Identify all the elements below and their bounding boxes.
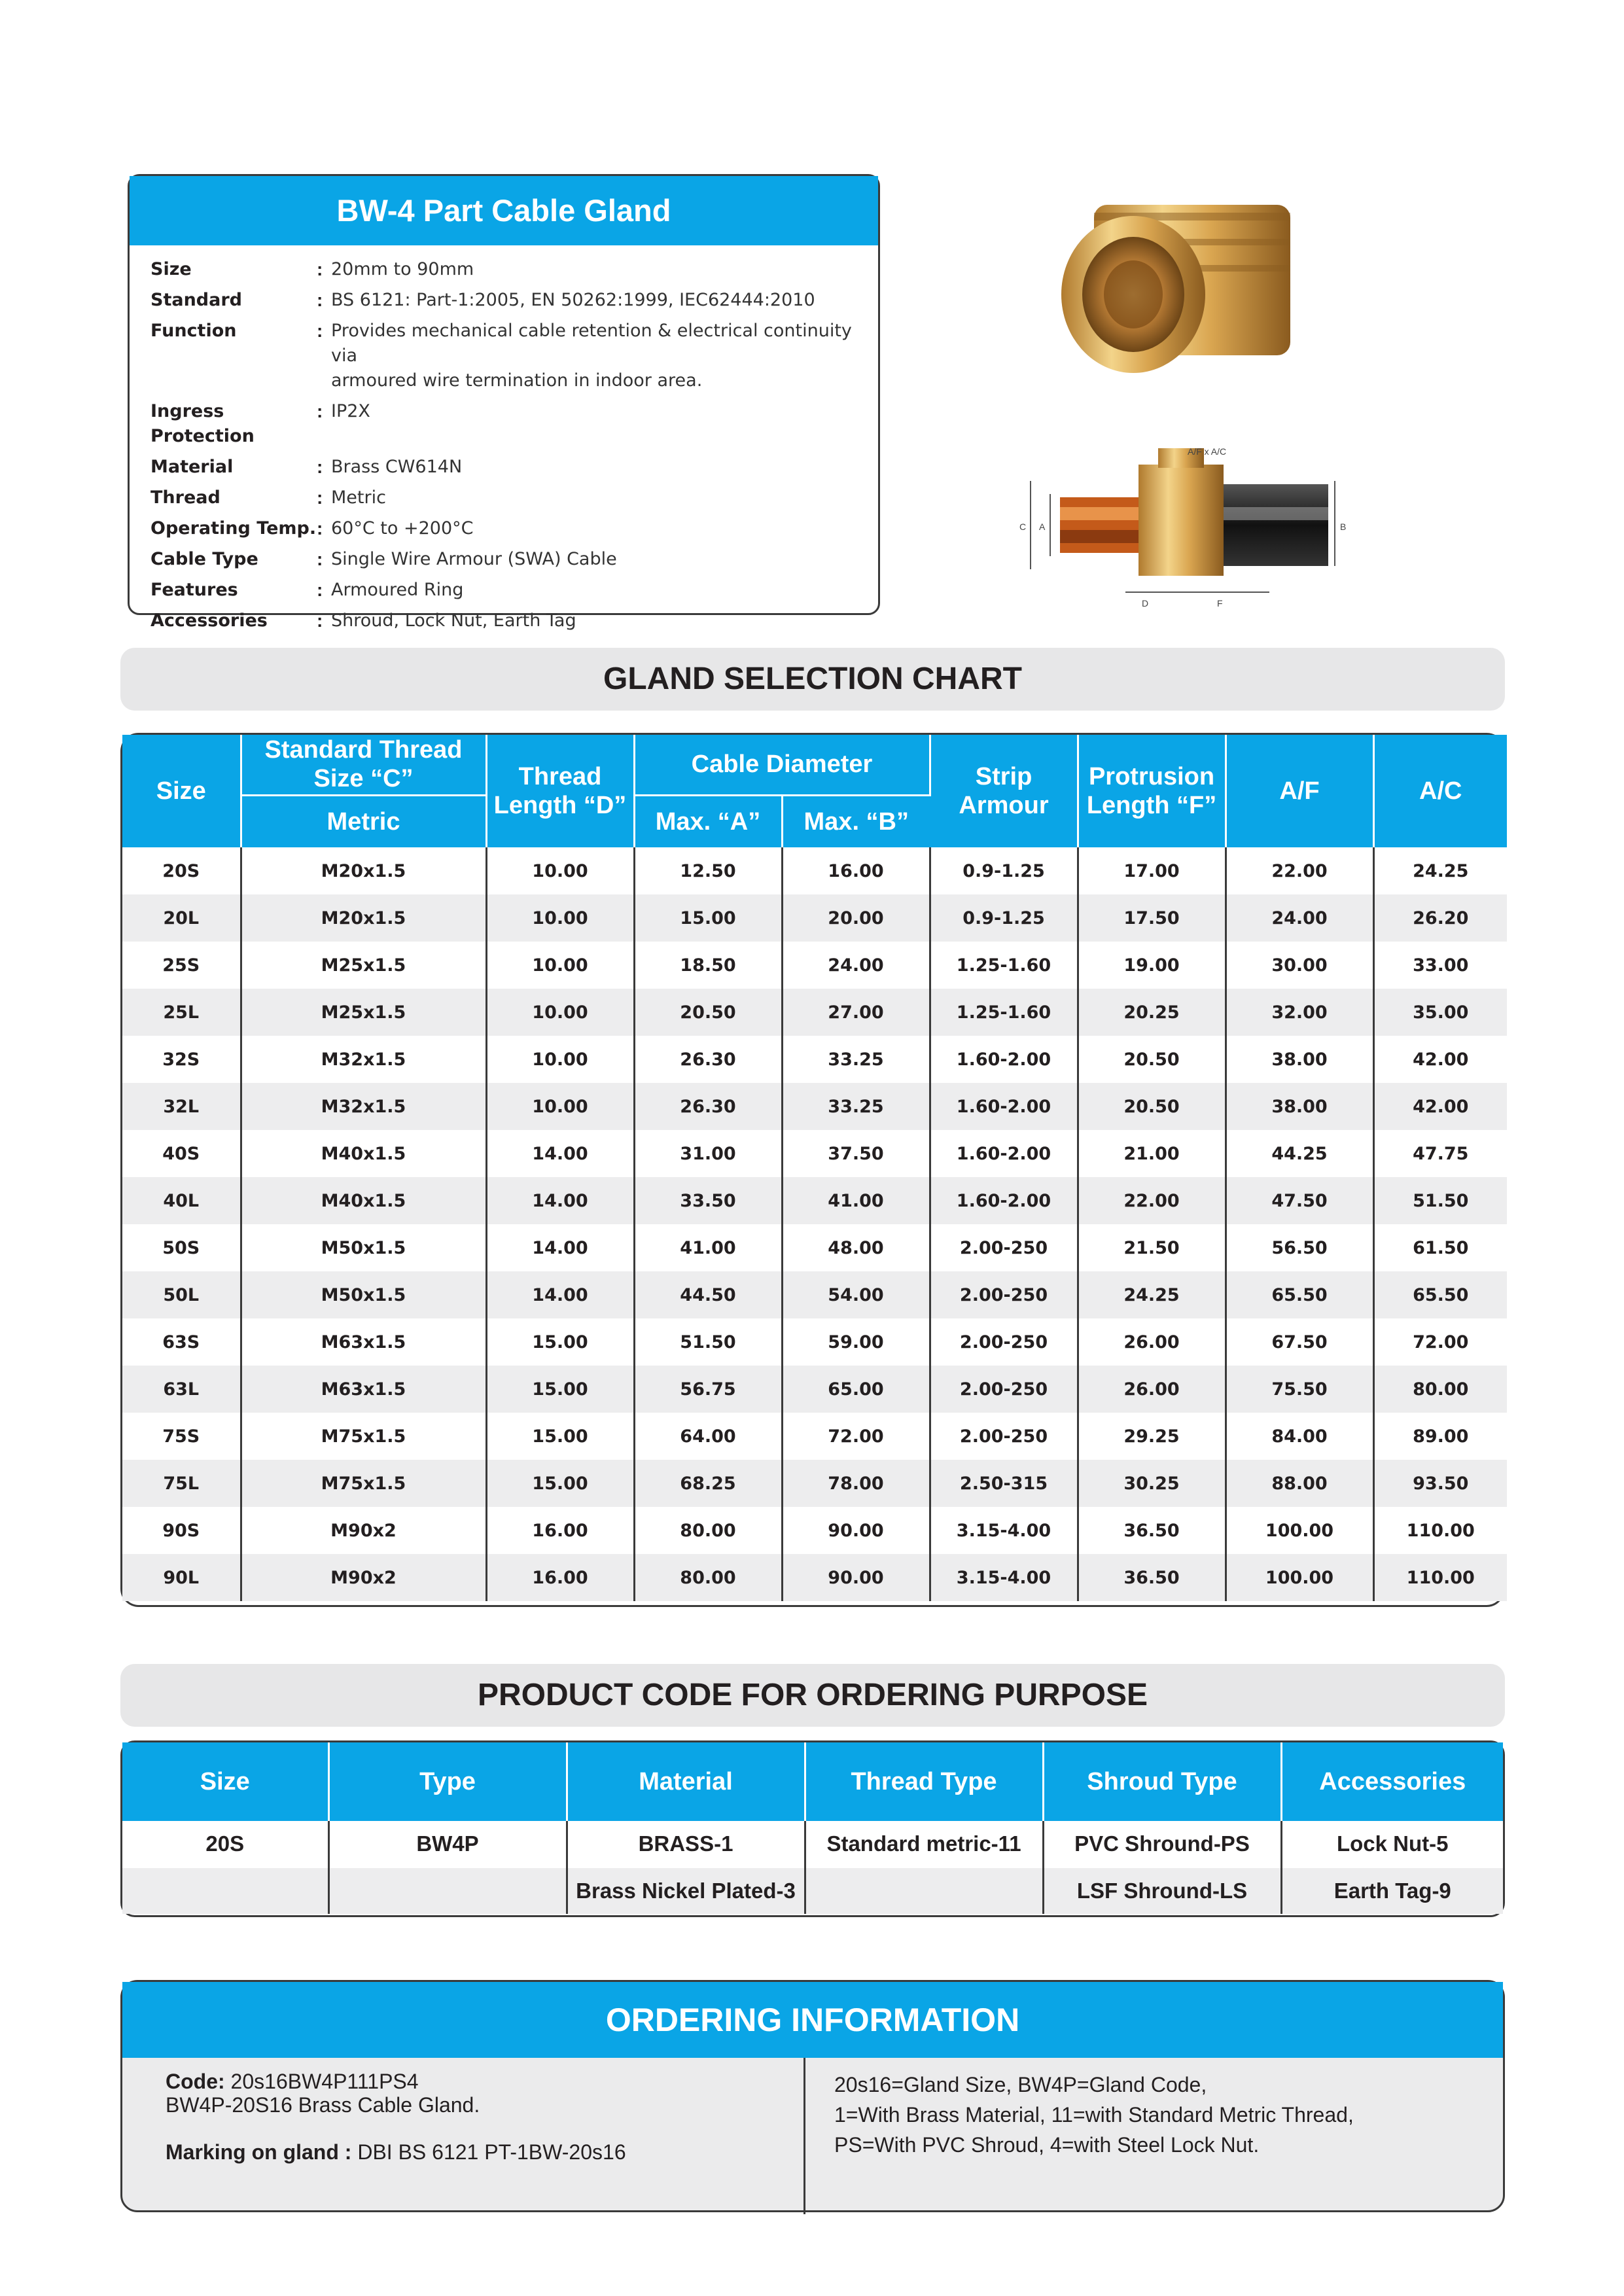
spec-value xyxy=(331,288,855,313)
code-header: Thread Type xyxy=(805,1742,1043,1821)
cell-size: 90S xyxy=(122,1507,241,1554)
cell-ac: 72.00 xyxy=(1373,1318,1507,1366)
cell-max-b: 59.00 xyxy=(782,1318,930,1366)
cell-ac: 93.50 xyxy=(1373,1460,1507,1507)
code-header: Type xyxy=(328,1742,567,1821)
cell-max-a: 26.30 xyxy=(634,1083,782,1130)
code-label: Code: xyxy=(166,2070,225,2093)
cell-thread-length: 15.00 xyxy=(486,1413,634,1460)
cell-thread-length: 10.00 xyxy=(486,942,634,989)
spec-list xyxy=(130,245,878,633)
cell-af: 44.25 xyxy=(1226,1130,1373,1177)
header-af: A/F xyxy=(1226,735,1373,847)
svg-text:F: F xyxy=(1217,598,1223,609)
cell-protrusion: 22.00 xyxy=(1078,1177,1226,1224)
cell-strip-armour: 1.60-2.00 xyxy=(930,1130,1078,1177)
cell-size: 40S xyxy=(122,1130,241,1177)
header-protrusion: Protrusion Length “F” xyxy=(1078,735,1226,847)
spec-value-line: Metric xyxy=(331,487,386,508)
gland-photo xyxy=(1061,205,1290,373)
explain-line: 1=With Brass Material, 11=with Standard Metric Thread, xyxy=(834,2103,1354,2127)
header-thread-length: Thread Length “D” xyxy=(486,735,634,847)
cell-protrusion: 26.00 xyxy=(1078,1318,1226,1366)
cell-size: 63L xyxy=(122,1366,241,1413)
spec-colon: : xyxy=(317,580,323,600)
cell-strip-armour: 3.15-4.00 xyxy=(930,1507,1078,1554)
cell-strip-armour: 0.9-1.25 xyxy=(930,847,1078,894)
code-description: BW4P-20S16 Brass Cable Gland. xyxy=(166,2093,480,2117)
ordering-info xyxy=(120,1980,1505,2212)
code-cell: BRASS-1 xyxy=(567,1821,805,1867)
cell-thread-length: 15.00 xyxy=(486,1318,634,1366)
cell-thread-length: 14.00 xyxy=(486,1224,634,1271)
header-max-b: Max. “B” xyxy=(782,795,930,847)
cell-strip-armour: 2.00-250 xyxy=(930,1366,1078,1413)
spec-colon: : xyxy=(317,549,323,569)
spec-label: Function xyxy=(150,321,237,341)
product-code-title: PRODUCT CODE FOR ORDERING PURPOSE xyxy=(120,1664,1505,1727)
spec-value-line: armoured wire termination in indoor area. xyxy=(331,370,703,391)
code-cell xyxy=(122,1867,328,1914)
cell-af: 24.00 xyxy=(1226,894,1373,942)
cell-max-a: 56.75 xyxy=(634,1366,782,1413)
cell-af: 47.50 xyxy=(1226,1177,1373,1224)
cell-af: 84.00 xyxy=(1226,1413,1373,1460)
cell-max-b: 33.25 xyxy=(782,1036,930,1083)
cell-af: 22.00 xyxy=(1226,847,1373,894)
spec-colon: : xyxy=(317,401,323,421)
code-cell: BW4P xyxy=(328,1821,567,1867)
code-cell: Standard metric-11 xyxy=(805,1821,1043,1867)
spec-value xyxy=(331,399,855,449)
spec-row xyxy=(150,319,878,393)
cell-strip-armour: 2.00-250 xyxy=(930,1318,1078,1366)
cell-af: 32.00 xyxy=(1226,989,1373,1036)
cell-protrusion: 17.50 xyxy=(1078,894,1226,942)
spec-row xyxy=(150,516,878,541)
spec-value-line: Armoured Ring xyxy=(331,580,464,600)
cell-ac: 24.25 xyxy=(1373,847,1507,894)
cell-strip-armour: 1.60-2.00 xyxy=(930,1177,1078,1224)
spec-label: Size xyxy=(150,259,192,279)
cell-af: 30.00 xyxy=(1226,942,1373,989)
cell-protrusion: 20.50 xyxy=(1078,1036,1226,1083)
table-row xyxy=(122,1271,1507,1318)
cell-max-b: 37.50 xyxy=(782,1130,930,1177)
header-thread-size: Standard Thread Size “C” xyxy=(241,735,486,795)
table-row xyxy=(122,1554,1507,1601)
cell-max-a: 31.00 xyxy=(634,1130,782,1177)
cell-ac: 33.00 xyxy=(1373,942,1507,989)
cell-metric: M90x2 xyxy=(241,1507,486,1554)
cell-protrusion: 20.50 xyxy=(1078,1083,1226,1130)
ordering-explanation xyxy=(805,2058,1503,2214)
cell-max-a: 64.00 xyxy=(634,1413,782,1460)
marking-value: DBI BS 6121 PT-1BW-20s16 xyxy=(357,2140,626,2164)
code-cell: Lock Nut-5 xyxy=(1336,1831,1449,1856)
svg-text:B: B xyxy=(1340,521,1347,532)
spec-label: Operating Temp. xyxy=(150,518,317,539)
header-max-a: Max. “A” xyxy=(634,795,782,847)
cell-max-b: 41.00 xyxy=(782,1177,930,1224)
spec-label: Standard xyxy=(150,290,242,310)
cell-ac: 26.20 xyxy=(1373,894,1507,942)
spec-colon: : xyxy=(317,290,323,310)
cell-thread-length: 16.00 xyxy=(486,1554,634,1601)
cell-max-b: 65.00 xyxy=(782,1366,930,1413)
cell-max-a: 15.00 xyxy=(634,894,782,942)
spec-value-line: 20mm to 90mm xyxy=(331,259,474,279)
table-row xyxy=(122,1413,1507,1460)
spec-value xyxy=(331,578,855,603)
cell-max-a: 20.50 xyxy=(634,989,782,1036)
cell-strip-armour: 0.9-1.25 xyxy=(930,894,1078,942)
cell-strip-armour: 2.00-250 xyxy=(930,1413,1078,1460)
code-header: Accessories xyxy=(1281,1742,1503,1821)
cell-protrusion: 36.50 xyxy=(1078,1554,1226,1601)
spec-value-line: Shroud, Lock Nut, Earth Tag xyxy=(331,610,576,631)
header-size: Size xyxy=(122,735,241,847)
cell-max-b: 24.00 xyxy=(782,942,930,989)
cell-thread-length: 14.00 xyxy=(486,1177,634,1224)
code-header: Material xyxy=(567,1742,805,1821)
spec-value xyxy=(331,257,855,282)
ordering-title: ORDERING INFORMATION xyxy=(122,1982,1503,2058)
cell-metric: M90x2 xyxy=(241,1554,486,1601)
cell-metric: M75x1.5 xyxy=(241,1460,486,1507)
cell-ac: 47.75 xyxy=(1373,1130,1507,1177)
spec-colon: : xyxy=(317,487,323,508)
spec-value-line: BS 6121: Part-1:2005, EN 50262:1999, IEC62444:2010 xyxy=(331,290,815,310)
cell-size: 40L xyxy=(122,1177,241,1224)
spec-label: Ingress Protection xyxy=(150,401,255,446)
cell-strip-armour: 1.60-2.00 xyxy=(930,1036,1078,1083)
cell-protrusion: 17.00 xyxy=(1078,847,1226,894)
spec-colon: : xyxy=(317,518,323,539)
table-row xyxy=(122,1366,1507,1413)
cell-protrusion: 20.25 xyxy=(1078,989,1226,1036)
cell-strip-armour: 1.25-1.60 xyxy=(930,989,1078,1036)
table-row xyxy=(122,1224,1507,1271)
cell-max-b: 16.00 xyxy=(782,847,930,894)
spec-row xyxy=(150,578,878,603)
spec-label: Features xyxy=(150,580,238,600)
cell-size: 75L xyxy=(122,1460,241,1507)
code-cell xyxy=(328,1867,567,1914)
spec-colon: : xyxy=(317,610,323,631)
product-code-table xyxy=(120,1740,1505,1917)
cable-gland-image xyxy=(942,141,1413,638)
cell-size: 50L xyxy=(122,1271,241,1318)
table-row xyxy=(122,1318,1507,1366)
cell-metric: M63x1.5 xyxy=(241,1366,486,1413)
table-row xyxy=(122,1083,1507,1130)
cell-metric: M63x1.5 xyxy=(241,1318,486,1366)
code-cell: LSF Shround-LS xyxy=(1043,1867,1281,1914)
table-row xyxy=(122,847,1507,894)
code-cell xyxy=(805,1867,1043,1914)
cell-size: 75S xyxy=(122,1413,241,1460)
cell-ac: 110.00 xyxy=(1373,1554,1507,1601)
table-row xyxy=(122,1507,1507,1554)
cell-ac: 42.00 xyxy=(1373,1083,1507,1130)
cell-af: 67.50 xyxy=(1226,1318,1373,1366)
cell-max-a: 80.00 xyxy=(634,1554,782,1601)
cell-ac: 42.00 xyxy=(1373,1036,1507,1083)
cell-strip-armour: 2.00-250 xyxy=(930,1271,1078,1318)
cell-metric: M25x1.5 xyxy=(241,942,486,989)
cell-max-b: 27.00 xyxy=(782,989,930,1036)
spec-row xyxy=(150,486,878,510)
cell-metric: M50x1.5 xyxy=(241,1224,486,1271)
cell-max-b: 78.00 xyxy=(782,1460,930,1507)
cell-metric: M40x1.5 xyxy=(241,1177,486,1224)
cell-protrusion: 36.50 xyxy=(1078,1507,1226,1554)
table-row xyxy=(122,894,1507,942)
cell-protrusion: 26.00 xyxy=(1078,1366,1226,1413)
cell-protrusion: 19.00 xyxy=(1078,942,1226,989)
spec-colon: : xyxy=(317,457,323,477)
cell-metric: M20x1.5 xyxy=(241,894,486,942)
dimension-diagram xyxy=(1019,446,1346,609)
spec-value-line: Brass CW614N xyxy=(331,457,463,477)
spec-row xyxy=(150,609,878,633)
spec-value xyxy=(331,486,855,510)
cell-max-a: 51.50 xyxy=(634,1318,782,1366)
table-row xyxy=(122,1821,1503,1867)
cell-max-a: 44.50 xyxy=(634,1271,782,1318)
cell-af: 100.00 xyxy=(1226,1507,1373,1554)
explain-line: 20s16=Gland Size, BW4P=Gland Code, xyxy=(834,2073,1207,2096)
cell-thread-length: 10.00 xyxy=(486,989,634,1036)
cell-metric: M20x1.5 xyxy=(241,847,486,894)
cell-protrusion: 30.25 xyxy=(1078,1460,1226,1507)
cell-thread-length: 10.00 xyxy=(486,894,634,942)
gland-chart-title: GLAND SELECTION CHART xyxy=(120,648,1505,711)
header-metric: Metric xyxy=(241,795,486,847)
cell-metric: M40x1.5 xyxy=(241,1130,486,1177)
cell-size: 50S xyxy=(122,1224,241,1271)
cell-ac: 80.00 xyxy=(1373,1366,1507,1413)
cell-max-a: 12.50 xyxy=(634,847,782,894)
cell-max-b: 20.00 xyxy=(782,894,930,942)
spec-label: Accessories xyxy=(150,610,268,631)
cell-protrusion: 24.25 xyxy=(1078,1271,1226,1318)
cell-af: 88.00 xyxy=(1226,1460,1373,1507)
cell-af: 75.50 xyxy=(1226,1366,1373,1413)
spec-title: BW-4 Part Cable Gland xyxy=(130,176,878,245)
cell-ac: 65.50 xyxy=(1373,1271,1507,1318)
cell-protrusion: 21.00 xyxy=(1078,1130,1226,1177)
header-strip-armour: Strip Armour xyxy=(930,735,1078,847)
code-header: Shroud Type xyxy=(1043,1742,1281,1821)
cell-size: 25S xyxy=(122,942,241,989)
cell-metric: M32x1.5 xyxy=(241,1083,486,1130)
cell-size: 20S xyxy=(122,847,241,894)
cell-af: 56.50 xyxy=(1226,1224,1373,1271)
cell-max-a: 26.30 xyxy=(634,1036,782,1083)
cell-strip-armour: 2.00-250 xyxy=(930,1224,1078,1271)
cell-size: 25L xyxy=(122,989,241,1036)
cell-max-a: 33.50 xyxy=(634,1177,782,1224)
cell-strip-armour: 1.60-2.00 xyxy=(930,1083,1078,1130)
spec-row xyxy=(150,547,878,572)
gland-selection-table xyxy=(120,733,1505,1607)
header-ac: A/C xyxy=(1373,735,1507,847)
code-cell: 20S xyxy=(122,1821,328,1867)
cell-metric: M50x1.5 xyxy=(241,1271,486,1318)
cell-max-b: 33.25 xyxy=(782,1083,930,1130)
table-row xyxy=(122,1036,1507,1083)
cell-size: 90L xyxy=(122,1554,241,1601)
cell-protrusion: 29.25 xyxy=(1078,1413,1226,1460)
cell-ac: 51.50 xyxy=(1373,1177,1507,1224)
cell-ac: 61.50 xyxy=(1373,1224,1507,1271)
spec-row xyxy=(150,288,878,313)
cell-strip-armour: 3.15-4.00 xyxy=(930,1554,1078,1601)
table-row xyxy=(122,989,1507,1036)
cell-metric: M75x1.5 xyxy=(241,1413,486,1460)
cell-metric: M32x1.5 xyxy=(241,1036,486,1083)
spec-value-line: IP2X xyxy=(331,401,370,421)
spec-colon: : xyxy=(317,321,323,341)
cell-thread-length: 16.00 xyxy=(486,1507,634,1554)
spec-value-line: 60°C to +200°C xyxy=(331,518,474,539)
svg-text:D: D xyxy=(1142,598,1149,609)
spec-value xyxy=(331,319,855,393)
cell-size: 32S xyxy=(122,1036,241,1083)
cell-max-a: 68.25 xyxy=(634,1460,782,1507)
cell-af: 38.00 xyxy=(1226,1083,1373,1130)
cell-max-a: 41.00 xyxy=(634,1224,782,1271)
cell-protrusion: 21.50 xyxy=(1078,1224,1226,1271)
cell-max-b: 90.00 xyxy=(782,1554,930,1601)
code-header: Size xyxy=(122,1742,328,1821)
table-row xyxy=(122,1867,1503,1914)
table-row xyxy=(122,1460,1507,1507)
cell-thread-length: 14.00 xyxy=(486,1271,634,1318)
marking-label: Marking on gland : xyxy=(166,2140,352,2164)
code-cell: Brass Nickel Plated-3 xyxy=(567,1867,805,1914)
header-cable-diameter: Cable Diameter xyxy=(634,735,930,795)
cell-max-b: 72.00 xyxy=(782,1413,930,1460)
spec-row xyxy=(150,399,878,449)
cell-ac: 110.00 xyxy=(1373,1507,1507,1554)
spec-value xyxy=(331,516,855,541)
spec-row xyxy=(150,257,878,282)
cell-max-a: 18.50 xyxy=(634,942,782,989)
ordering-code-block xyxy=(122,2058,805,2214)
spec-value-line: Single Wire Armour (SWA) Cable xyxy=(331,549,617,569)
spec-label: Thread xyxy=(150,487,221,508)
spec-card xyxy=(128,174,880,631)
spec-value xyxy=(331,609,855,633)
cell-af: 100.00 xyxy=(1226,1554,1373,1601)
spec-label: Cable Type xyxy=(150,549,258,569)
svg-text:C: C xyxy=(1019,521,1027,532)
cell-max-a: 80.00 xyxy=(634,1507,782,1554)
spec-row xyxy=(150,455,878,480)
cell-ac: 89.00 xyxy=(1373,1413,1507,1460)
cell-thread-length: 15.00 xyxy=(486,1366,634,1413)
cell-ac: 35.00 xyxy=(1373,989,1507,1036)
svg-text:A: A xyxy=(1039,521,1046,532)
cell-thread-length: 10.00 xyxy=(486,1083,634,1130)
code-cell: PVC Shround-PS xyxy=(1043,1821,1281,1867)
cell-thread-length: 14.00 xyxy=(486,1130,634,1177)
cell-strip-armour: 1.25-1.60 xyxy=(930,942,1078,989)
svg-text:A/F x A/C: A/F x A/C xyxy=(1188,446,1227,457)
table-row xyxy=(122,1177,1507,1224)
cell-af: 38.00 xyxy=(1226,1036,1373,1083)
cell-size: 32L xyxy=(122,1083,241,1130)
cell-strip-armour: 2.50-315 xyxy=(930,1460,1078,1507)
table-row xyxy=(122,1130,1507,1177)
cell-max-b: 54.00 xyxy=(782,1271,930,1318)
spec-colon: : xyxy=(317,259,323,279)
cell-af: 65.50 xyxy=(1226,1271,1373,1318)
cell-metric: M25x1.5 xyxy=(241,989,486,1036)
cell-thread-length: 15.00 xyxy=(486,1460,634,1507)
cell-max-b: 90.00 xyxy=(782,1507,930,1554)
cell-size: 20L xyxy=(122,894,241,942)
cell-thread-length: 10.00 xyxy=(486,847,634,894)
table-row xyxy=(122,942,1507,989)
code-value: 20s16BW4P111PS4 xyxy=(230,2070,419,2093)
code-cell: Earth Tag-9 xyxy=(1281,1867,1503,1914)
spec-value xyxy=(331,455,855,480)
spec-label: Material xyxy=(150,457,234,477)
cell-max-b: 48.00 xyxy=(782,1224,930,1271)
spec-value xyxy=(331,547,855,572)
cell-thread-length: 10.00 xyxy=(486,1036,634,1083)
spec-value-line: Provides mechanical cable retention & electrical continuity via xyxy=(331,321,852,366)
explain-line: PS=With PVC Shroud, 4=with Steel Lock Nut. xyxy=(834,2133,1260,2157)
product-visual xyxy=(942,141,1413,638)
cell-size: 63S xyxy=(122,1318,241,1366)
